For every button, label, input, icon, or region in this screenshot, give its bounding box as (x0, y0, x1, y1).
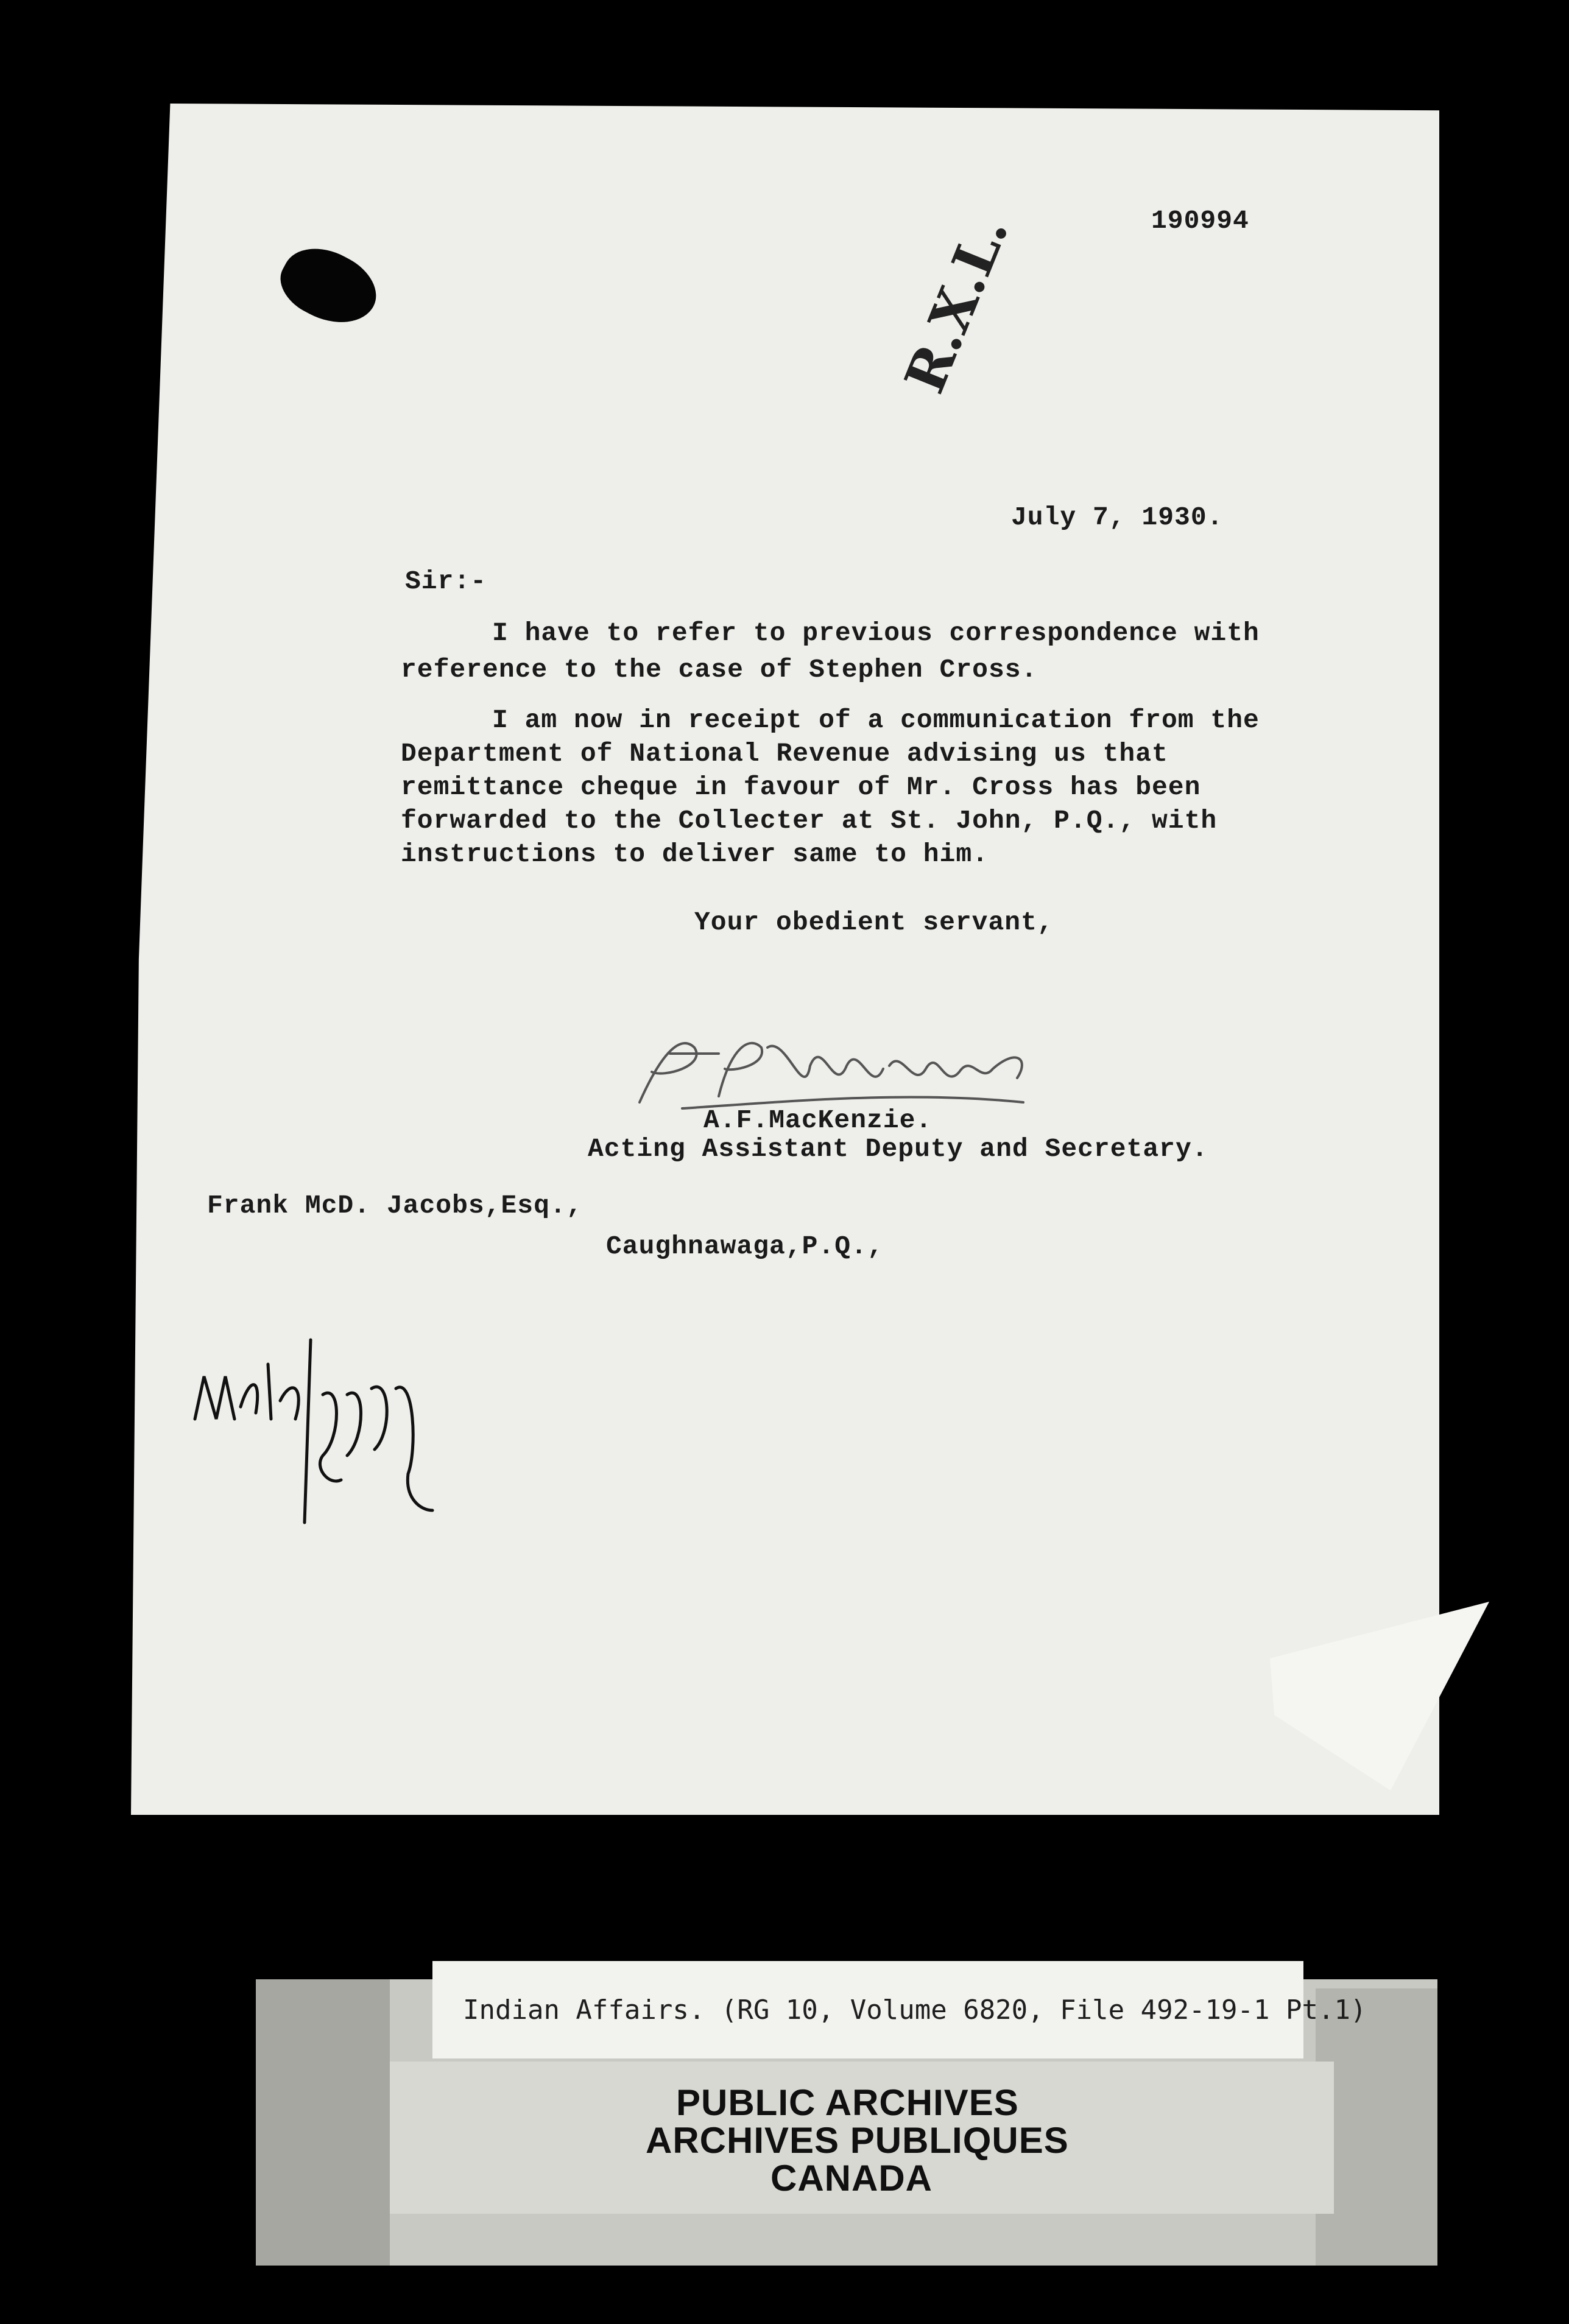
archives-stamp-line-3: CANADA (770, 2158, 933, 2199)
signer-title: Acting Assistant Deputy and Secretary. (588, 1134, 1208, 1164)
handwritten-initials (183, 1328, 445, 1535)
archive-reference: Indian Affairs. (RG 10, Volume 6820, File 492-19-1 Pt.1) (463, 1995, 1367, 2026)
recipient-place: Caughnawaga,P.Q., (606, 1231, 884, 1261)
salutation: Sir:- (405, 566, 487, 596)
paragraph-1-line-2: reference to the case of Stephen Cross. (401, 655, 1038, 685)
letter-sheet (131, 104, 1439, 1815)
recipient-name: Frank McD. Jacobs,Esq., (207, 1191, 583, 1220)
paragraph-2-line-3: remittance cheque in favour of Mr. Cross has been (401, 772, 1201, 802)
paragraph-2-line-4: forwarded to the Collecter at St. John, P.Q., with (401, 806, 1218, 836)
paragraph-2-line-1: I am now in receipt of a communication from the (492, 705, 1260, 735)
signer-name: A.F.MacKenzie. (703, 1105, 933, 1135)
archives-stamp-line-2: ARCHIVES PUBLIQUES (646, 2120, 1069, 2161)
archive-strip-edge-right (1316, 1988, 1437, 2266)
paragraph-2-line-5: instructions to deliver same to him. (401, 839, 989, 869)
signature (627, 1011, 1042, 1121)
paragraph-2-line-2: Department of National Revenue advising us that (401, 739, 1168, 769)
letter-date: July 7, 1930. (1011, 502, 1224, 532)
archive-strip-edge (256, 1979, 390, 2266)
closing: Your obedient servant, (694, 907, 1054, 937)
paragraph-1-line-1: I have to refer to previous correspondence with (492, 618, 1260, 648)
archives-stamp-line-1: PUBLIC ARCHIVES (676, 2082, 1019, 2123)
file-number: 190994 (1151, 206, 1249, 236)
marginal-mark: R.X.L. (892, 207, 1021, 402)
